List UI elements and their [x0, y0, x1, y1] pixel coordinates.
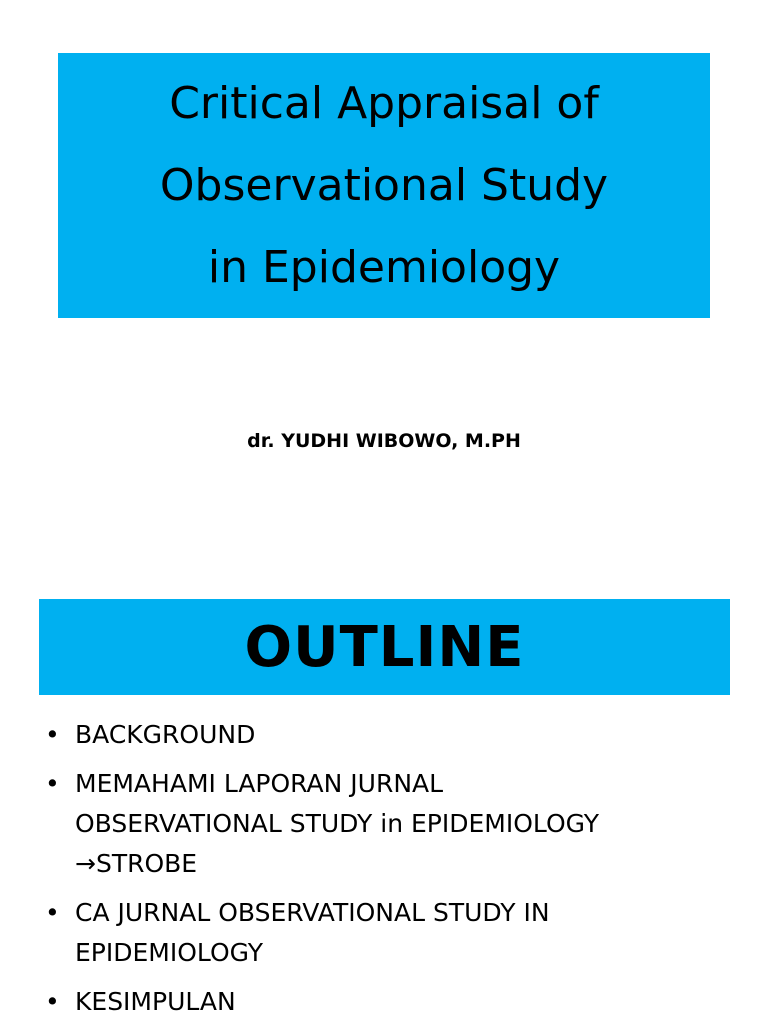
- list-item: [45, 764, 745, 884]
- slide-title: [160, 63, 608, 309]
- title-line-1: Critical Appraisal of: [169, 77, 599, 129]
- title-box: [58, 53, 710, 318]
- outline-heading: OUTLINE: [244, 614, 525, 680]
- list-item-line: OBSERVATIONAL STUDY in EPIDEMIOLOGY: [75, 809, 600, 838]
- bullet-icon: •: [45, 987, 60, 1016]
- bullet-icon: •: [45, 898, 60, 927]
- list-item-line: KESIMPULAN: [75, 987, 236, 1016]
- list-item-line: →STROBE: [75, 849, 198, 878]
- bullet-icon: •: [45, 720, 60, 749]
- outline-heading-box: [39, 599, 730, 695]
- outline-slide: [0, 580, 768, 1024]
- list-item-text: [75, 715, 745, 755]
- list-item-line: BACKGROUND: [75, 720, 256, 749]
- list-item-line: EPIDEMIOLOGY: [75, 938, 264, 967]
- list-item-text: [75, 893, 745, 973]
- list-item-text: [75, 982, 745, 1022]
- outline-list: [45, 715, 745, 1031]
- author-name: dr. YUDHI WIBOWO, M.PH: [247, 430, 521, 452]
- title-line-2: Observational Study: [159, 159, 609, 211]
- list-item-line: MEMAHAMI LAPORAN JURNAL: [75, 769, 444, 798]
- title-line-3: in Epidemiology: [207, 241, 561, 293]
- list-item: [45, 893, 745, 973]
- list-item-line: CA JURNAL OBSERVATIONAL STUDY IN: [75, 898, 550, 927]
- bullet-icon: •: [45, 769, 60, 798]
- list-item: [45, 982, 745, 1022]
- list-item-text: [75, 764, 745, 884]
- list-item: [45, 715, 745, 755]
